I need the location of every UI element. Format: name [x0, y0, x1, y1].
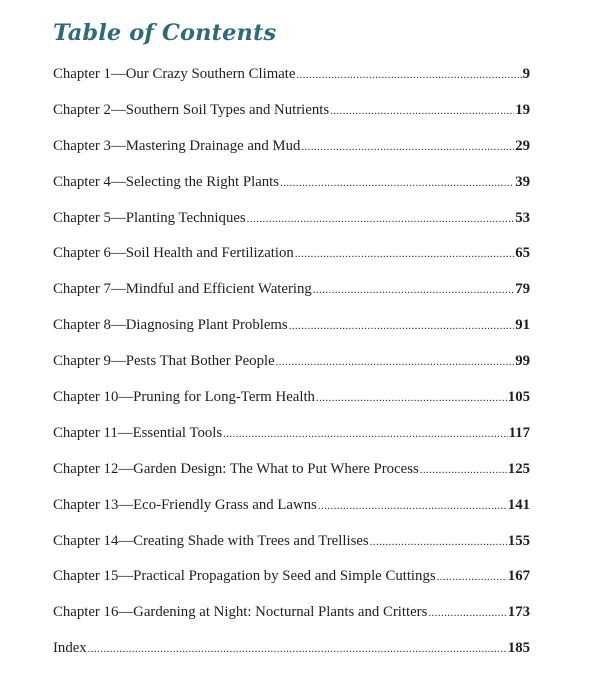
- toc-entry-label: Chapter 1—Our Crazy Southern Climate: [53, 66, 296, 82]
- toc-entry[interactable]: [53, 529, 530, 565]
- toc-entry-label: Chapter 5—Planting Techniques: [53, 209, 246, 226]
- toc-entry-page-number: 173: [507, 604, 530, 621]
- toc-entry[interactable]: [53, 98, 530, 134]
- dot-leader: [223, 422, 508, 446]
- toc-entry[interactable]: [53, 62, 530, 98]
- toc-entry[interactable]: [53, 134, 530, 170]
- toc-entry-label: Chapter 6—Soil Health and Fertilization: [53, 245, 294, 262]
- toc-entry[interactable]: [53, 277, 530, 313]
- toc-entry-label: Chapter 4—Selecting the Right Plants: [53, 173, 280, 190]
- dot-leader: [330, 99, 514, 123]
- dot-leader: [301, 135, 514, 159]
- toc-entry-label: Chapter 3—Mastering Drainage and Mud: [53, 137, 301, 154]
- toc-entry-page-number: 29: [515, 137, 530, 154]
- toc-entry-label: Chapter 16—Gardening at Night: Nocturnal Plants and Critters: [53, 604, 428, 621]
- toc-entry[interactable]: [53, 170, 530, 206]
- dot-leader: [370, 530, 507, 554]
- toc-entry-page-number: 79: [515, 281, 530, 298]
- dot-leader: [280, 171, 514, 195]
- toc-entry-page-number: 99: [515, 353, 530, 370]
- dot-leader: [420, 458, 507, 482]
- dot-leader: [316, 386, 507, 410]
- dot-leader: [318, 494, 507, 518]
- toc-entry-page-number: 53: [515, 209, 530, 226]
- toc-entry-label: Chapter 15—Practical Propagation by Seed and Simple Cuttings: [53, 568, 436, 585]
- toc-entry-page-number: 91: [515, 317, 530, 334]
- toc-entry-label: Chapter 11—Essential Tools: [53, 424, 223, 441]
- toc-entry[interactable]: [53, 241, 530, 277]
- dot-leader: [88, 637, 507, 661]
- toc-entry-page-number: 117: [508, 424, 530, 441]
- toc-entry-label: Chapter 8—Diagnosing Plant Problems: [53, 317, 288, 334]
- dot-leader: [296, 63, 521, 87]
- page-title: Table of Contents: [53, 20, 277, 46]
- toc-list: [53, 62, 530, 672]
- toc-entry-label: Chapter 12—Garden Design: The What to Put Where Process: [53, 460, 419, 477]
- toc-entry-label: Chapter 10—Pruning for Long-Term Health: [53, 389, 315, 406]
- toc-entry-label: Index: [53, 640, 87, 657]
- dot-leader: [295, 242, 514, 266]
- toc-entry-label: Chapter 7—Mindful and Efficient Watering: [53, 281, 312, 298]
- toc-entry-label: Chapter 2—Southern Soil Types and Nutrients: [53, 101, 330, 118]
- toc-entry[interactable]: [53, 349, 530, 385]
- toc-entry-page-number: 19: [515, 101, 530, 118]
- toc-entry[interactable]: [53, 421, 530, 457]
- dot-leader: [313, 278, 514, 302]
- toc-entry[interactable]: [53, 493, 530, 529]
- toc-entry-label: Chapter 14—Creating Shade with Trees and Trellises: [53, 532, 369, 549]
- toc-entry[interactable]: [53, 206, 530, 242]
- toc-entry[interactable]: [53, 457, 530, 493]
- toc-entry[interactable]: [53, 600, 530, 636]
- toc-entry-page-number: 39: [515, 173, 530, 190]
- toc-entry[interactable]: [53, 636, 530, 672]
- toc-entry-label: Chapter 9—Pests That Bother People: [53, 353, 275, 370]
- dot-leader: [428, 601, 506, 625]
- toc-entry-page-number: 65: [515, 245, 530, 262]
- toc-entry[interactable]: [53, 385, 530, 421]
- toc-entry-page-number: 105: [507, 389, 530, 406]
- dot-leader: [276, 350, 515, 374]
- toc-entry-page-number: 125: [507, 460, 530, 477]
- dot-leader: [437, 565, 507, 589]
- toc-entry-label: Chapter 13—Eco-Friendly Grass and Lawns: [53, 496, 317, 513]
- toc-entry-page-number: 185: [507, 640, 530, 657]
- toc-entry-page-number: 141: [507, 496, 530, 513]
- dot-leader: [247, 207, 515, 231]
- dot-leader: [289, 314, 515, 338]
- toc-entry[interactable]: [53, 313, 530, 349]
- toc-entry-page-number: 9: [522, 66, 530, 82]
- toc-entry-page-number: 155: [507, 532, 530, 549]
- toc-entry-page-number: 167: [507, 568, 530, 585]
- toc-entry[interactable]: [53, 564, 530, 600]
